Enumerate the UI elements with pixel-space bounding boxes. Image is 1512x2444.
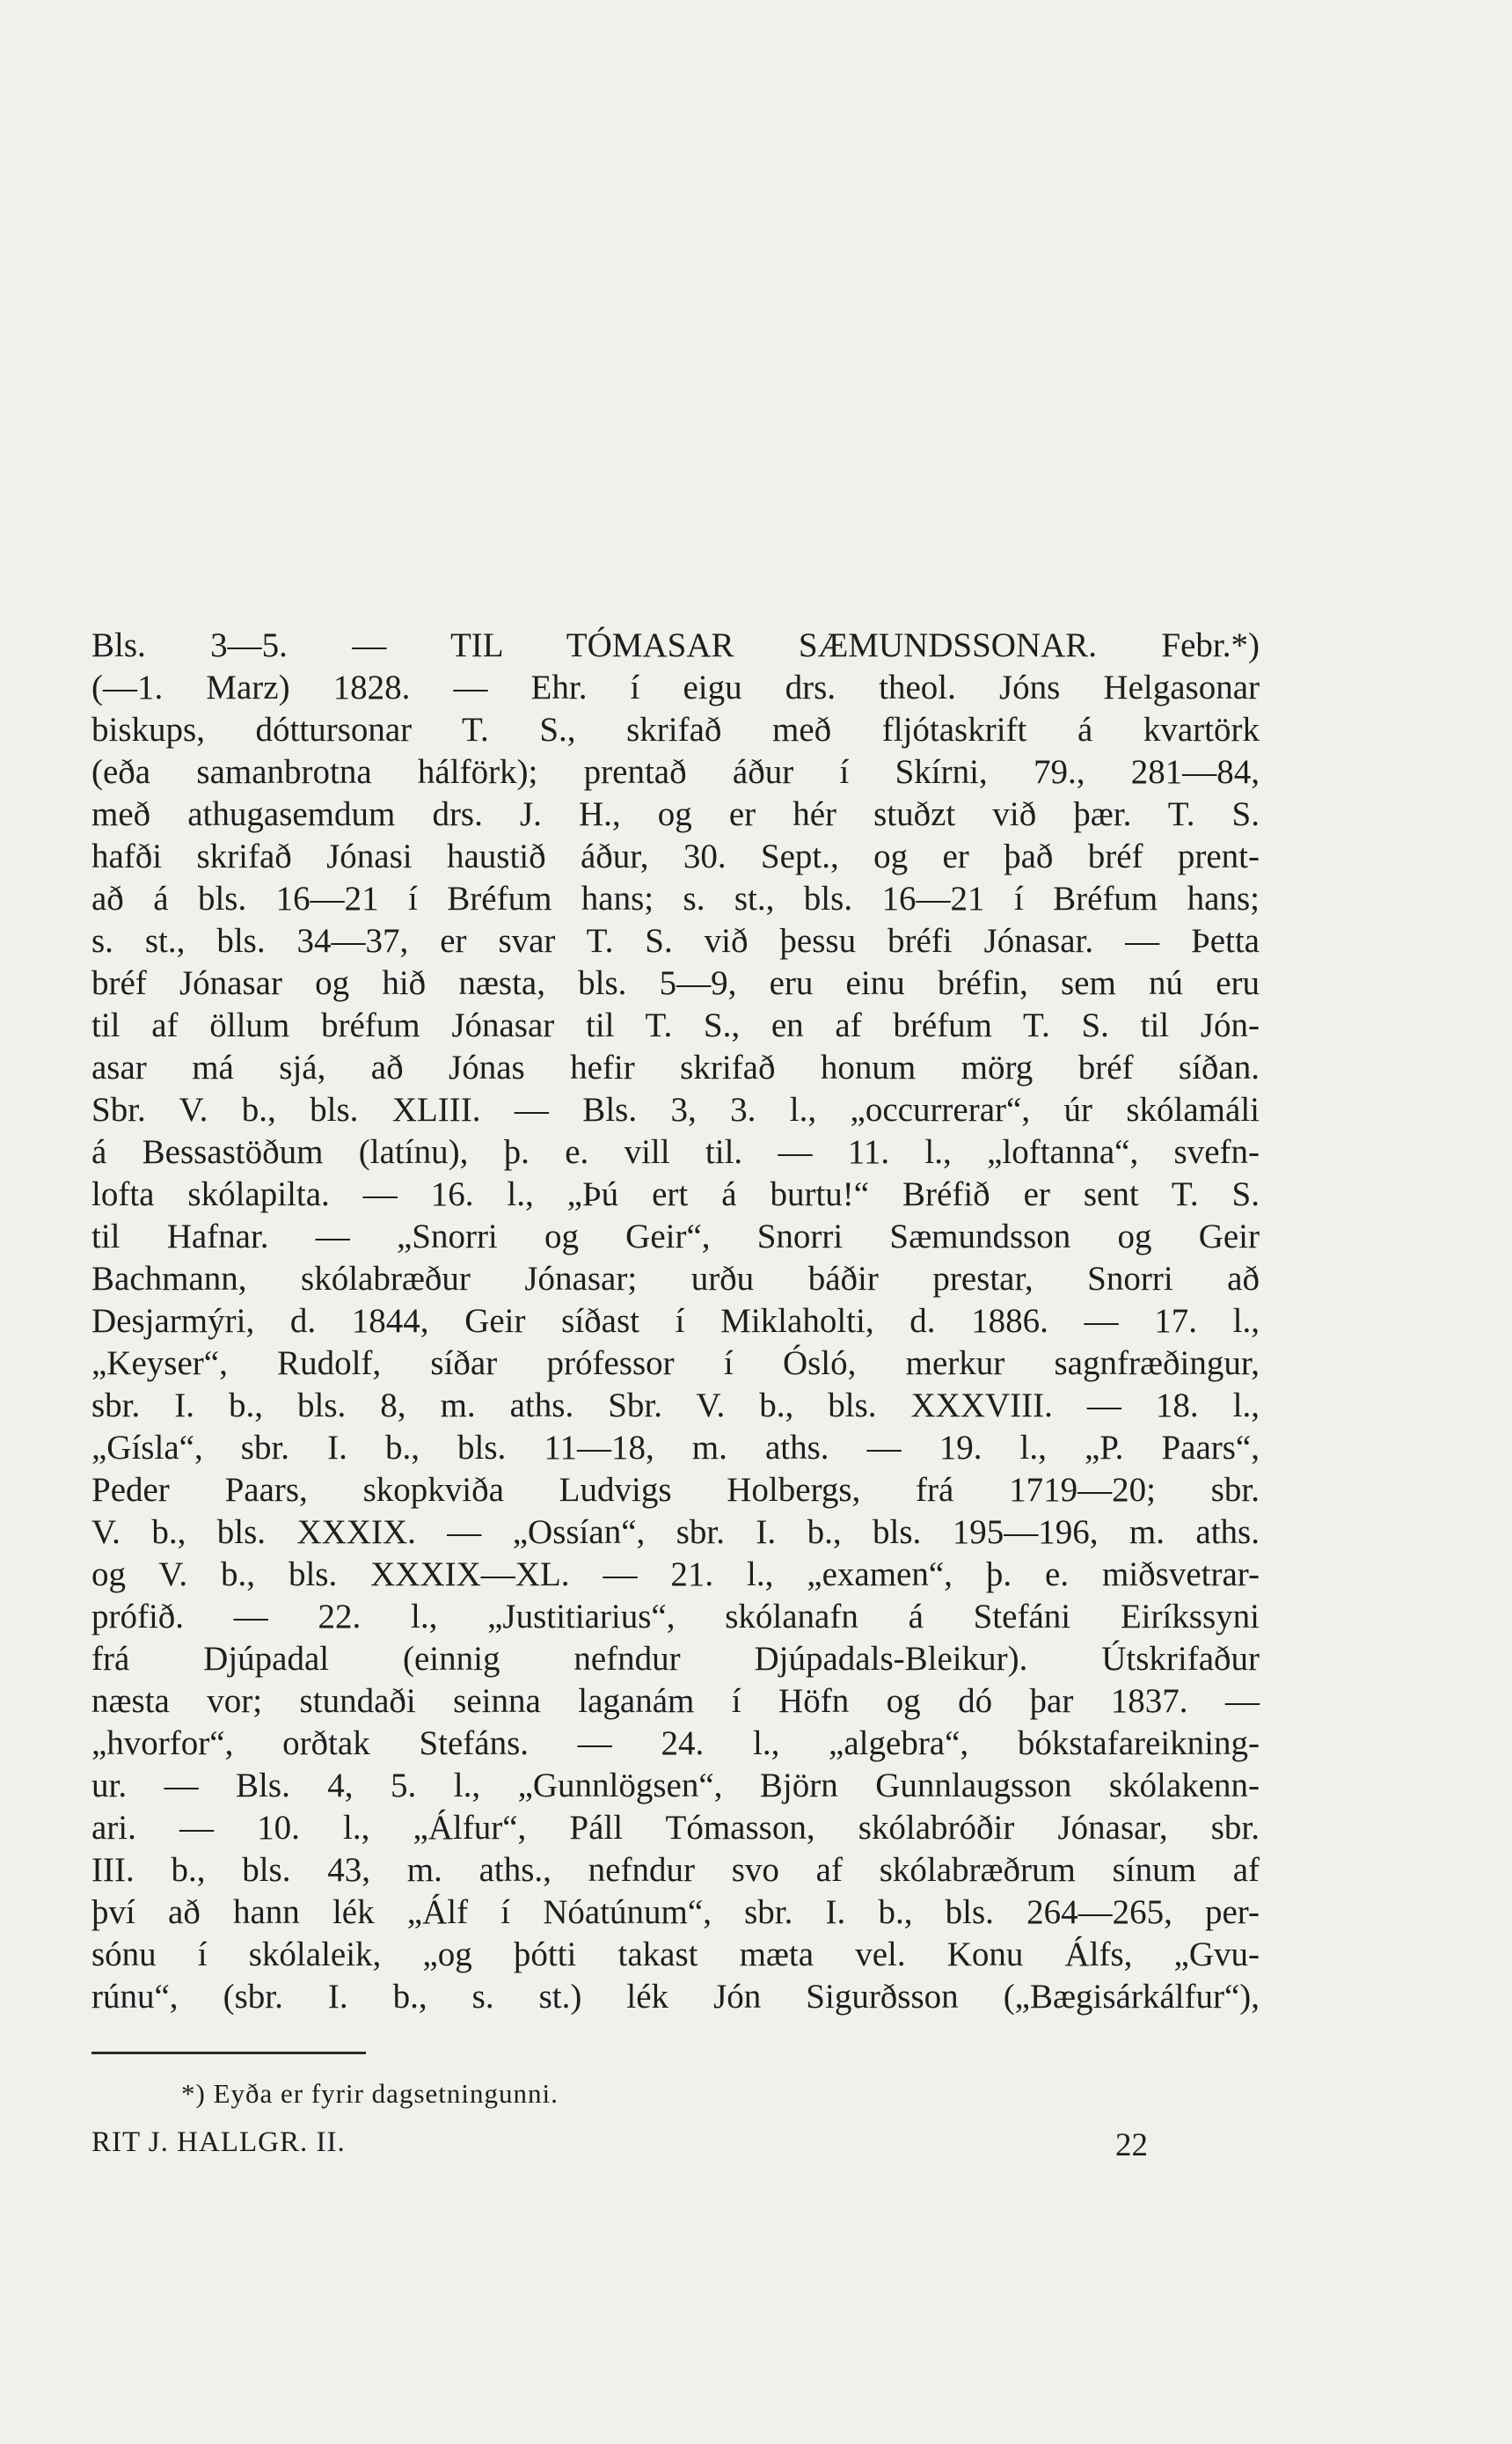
text-line: Sbr. V. b., bls. XLIII. — Bls. 3, 3. l., „occurrerar“, úr skólamáli: [91, 1091, 1260, 1129]
text-line: ari. — 10. l., „Álfur“, Páll Tómasson, skólabróðir Jónasar, sbr.: [91, 1809, 1260, 1847]
text-line: asar má sjá, að Jónas hefir skrifað honum mörg bréf síðan.: [91, 1049, 1260, 1087]
text-line: til af öllum bréfum Jónasar til T. S., en af bréfum T. S. til Jón-: [91, 1006, 1260, 1044]
text-line: að á bls. 16—21 í Bréfum hans; s. st., bls. 16—21 í Bréfum hans;: [91, 880, 1260, 918]
text-line: „Keyser“, Rudolf, síðar prófessor í Ósló, merkur sagnfræðingur,: [91, 1344, 1260, 1382]
text-line: næsta vor; stundaði seinna laganám í Höfn og dó þar 1837. —: [91, 1682, 1260, 1720]
running-title: RIT J. HALLGR. II.: [91, 2126, 346, 2158]
text-line: V. b., bls. XXXIX. — „Ossían“, sbr. I. b., bls. 195—196, m. aths.: [91, 1513, 1260, 1551]
text-line: rúnu“, (sbr. I. b., s. st.) lék Jón Sigurðsson („Bægisárkálfur“),: [91, 1978, 1260, 2016]
text-line: (—1. Marz) 1828. — Ehr. í eigu drs. theol. Jóns Helgasonar: [91, 669, 1260, 706]
text-line: Desjarmýri, d. 1844, Geir síðast í Miklaholti, d. 1886. — 17. l.,: [91, 1302, 1260, 1340]
text-line: sbr. I. b., bls. 8, m. aths. Sbr. V. b., bls. XXXVIII. — 18. l.,: [91, 1387, 1260, 1424]
text-line: lofta skólapilta. — 16. l., „Þú ert á burtu!“ Bréfið er sent T. S.: [91, 1175, 1260, 1213]
text-line: (eða samanbrotna hálförk); prentað áður í Skírni, 79., 281—84,: [91, 753, 1260, 791]
text-line: „Gísla“, sbr. I. b., bls. 11—18, m. aths. — 19. l., „P. Paars“,: [91, 1429, 1260, 1467]
text-line: því að hann lék „Álf í Nóatúnum“, sbr. I. b., bls. 264—265, per-: [91, 1893, 1260, 1931]
text-line: hafði skrifað Jónasi haustið áður, 30. Sept., og er það bréf prent-: [91, 838, 1260, 875]
text-line: s. st., bls. 34—37, er svar T. S. við þessu bréfi Jónasar. — Þetta: [91, 922, 1260, 960]
text-line: með athugasemdum drs. J. H., og er hér stuðzt við þær. T. S.: [91, 795, 1260, 833]
text-line: á Bessastöðum (latínu), þ. e. vill til. — 11. l., „loftanna“, svefn-: [91, 1133, 1260, 1171]
text-line: til Hafnar. — „Snorri og Geir“, Snorri Sæmundsson og Geir: [91, 1218, 1260, 1255]
text-line: og V. b., bls. XXXIX—XL. — 21. l., „examen“, þ. e. miðsvetrar-: [91, 1555, 1260, 1593]
text-line: Bls. 3—5. — TIL TÓMASAR SÆMUNDSSONAR. Febr.*): [91, 626, 1260, 664]
text-line: Bachmann, skólabræður Jónasar; urðu báðir prestar, Snorri að: [91, 1260, 1260, 1298]
footnote-rule: [91, 2052, 366, 2054]
commentary-text: [91, 625, 1260, 2018]
text-line: ur. — Bls. 4, 5. l., „Gunnlögsen“, Björn Gunnlaugsson skólakenn-: [91, 1767, 1260, 1804]
text-line: III. b., bls. 43, m. aths., nefndur svo af skólabræðrum sínum af: [91, 1851, 1260, 1889]
text-line: prófið. — 22. l., „Justitiarius“, skólanafn á Stefáni Eiríkssyni: [91, 1598, 1260, 1635]
text-line: frá Djúpadal (einnig nefndur Djúpadals-Bleikur). Útskrifaður: [91, 1640, 1260, 1678]
text-line: „hvorfor“, orðtak Stefáns. — 24. l., „algebra“, bókstafareikning-: [91, 1724, 1260, 1762]
text-line: biskups, dóttursonar T. S., skrifað með fljótaskrift á kvartörk: [91, 711, 1260, 749]
text-line: Peder Paars, skopkviða Ludvigs Holbergs, frá 1719—20; sbr.: [91, 1471, 1260, 1509]
text-line: bréf Jónasar og hið næsta, bls. 5—9, eru einu bréfin, sem nú eru: [91, 964, 1260, 1002]
page-number: 22: [1115, 2127, 1148, 2163]
text-line: sónu í skólaleik, „og þótti takast mæta vel. Konu Álfs, „Gvu-: [91, 1935, 1260, 1973]
footnote: *) Eyða er fyrir dagsetningunni.: [181, 2078, 559, 2109]
